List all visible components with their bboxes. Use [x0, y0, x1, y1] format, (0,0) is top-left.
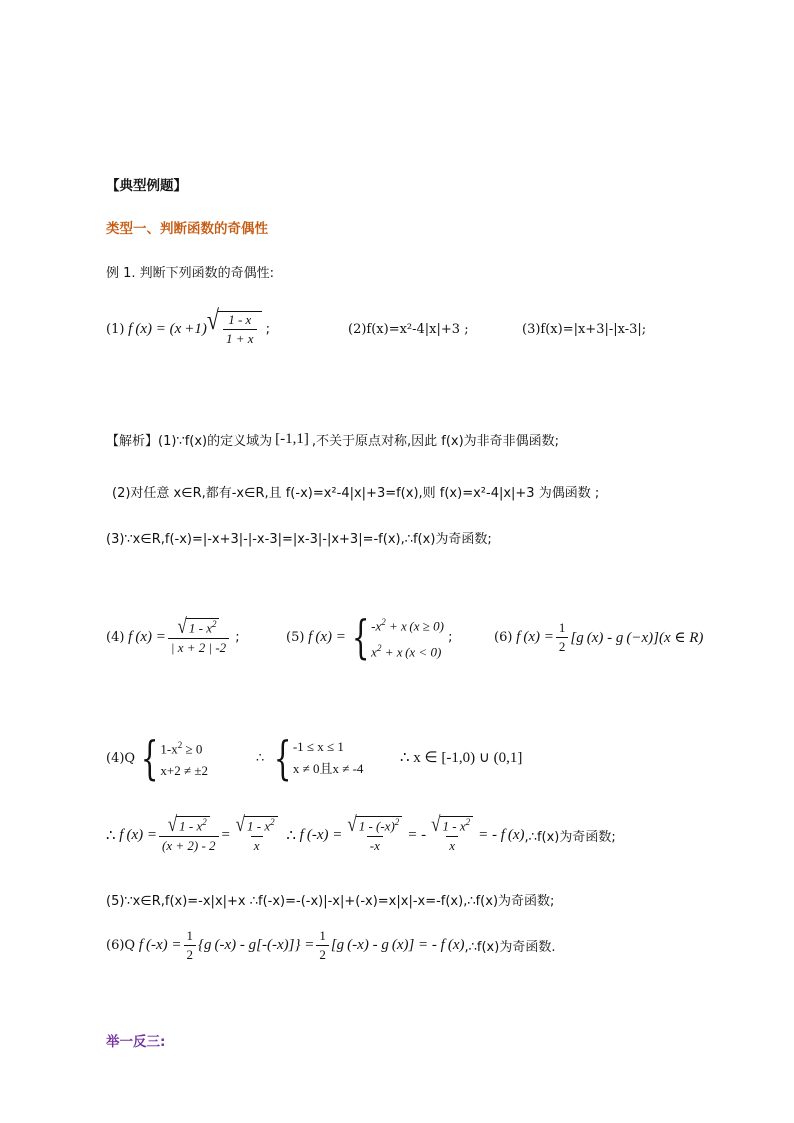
problem-1: (1) f (x) = (x +1) √ $\frac{1 - x}{1 + x}$ ;	[106, 304, 271, 346]
solution-2: (2)对任意 x∈R,都有-x∈R,且 f(-x)=x²-4|x|+3=f(x),则 f(x)=x²-4|x|+3 为偶函数 ;	[112, 486, 600, 501]
sqrt-symbol: √ $\frac{1 - x}{1 + x}$	[207, 311, 262, 347]
problem-2: (2)f(x)=x²-4|x|+3 ;	[348, 322, 469, 337]
problem-5: (5) f (x) = { $-x^2 + x$ (x ≥ 0) $x^2 + x$ (x < 0) ;	[286, 610, 453, 664]
heading-typical-examples: 【典型例题】	[106, 178, 187, 194]
solution-5: (5)∵x∈R,f(x)=-x|x|+x ∴f(-x)=-(-x)|-x|+(-x)=x|x|-x=-f(x),∴f(x)为奇函数;	[106, 894, 555, 909]
problem-6: (6) f (x) = $\frac{1}{2}$ [g (x) - g (−x)](x ∈ R)	[494, 619, 704, 654]
solution-4-system: (4)Q { $1-x^2 \ge 0$ x+2 ≠ ±2	[106, 731, 208, 785]
problem-3: (3)f(x)=|x+3|-|x-3|;	[522, 322, 647, 337]
heading-practice: 举一反三:	[106, 1034, 166, 1050]
solution-1: 【解析】 (1)∵f(x)的定义域为 [-1,1] ,不关于原点对称,因此 f(x)为非奇非偶函数;	[106, 431, 560, 449]
example-prompt: 例 1. 判断下列函数的奇偶性:	[106, 266, 275, 281]
solution-4-range: ∴ { -1 ≤ x ≤ 1 x ≠ 0且x ≠ -4	[256, 731, 364, 785]
solution-4-conclusion: ∴ f (x) = √ $1 - x^2$ (x + 2) - 2 = √ $1 - x^2$ x ∴ f (-x) = √ $1 - (-x)^2$ -x = - √ $1 - x^2$ x = - f (x) ,∴f(x)为奇函数;	[106, 812, 616, 853]
problem-4: (4) f (x) = √ $1 - x^2$ | x + 2 | -2 ;	[106, 614, 240, 655]
solution-3: (3)∵x∈R,f(-x)=|-x+3|-|-x-3|=|x-3|-|x+3|=-f(x),∴f(x)为奇函数;	[106, 532, 492, 547]
solution-6: (6)Q f (-x) = $\frac{1}{2}$ {g (-x) - g[-(-x)]} = $\frac{1}{2}$ [g (-x) - g (x)] = - f (x) ,∴f(x)为奇函数.	[106, 927, 556, 962]
solution-4-domain: ∴ x ∈ [-1,0) ∪ (0,1]	[400, 750, 523, 766]
heading-type-one: 类型一、判断函数的奇偶性	[106, 221, 268, 237]
